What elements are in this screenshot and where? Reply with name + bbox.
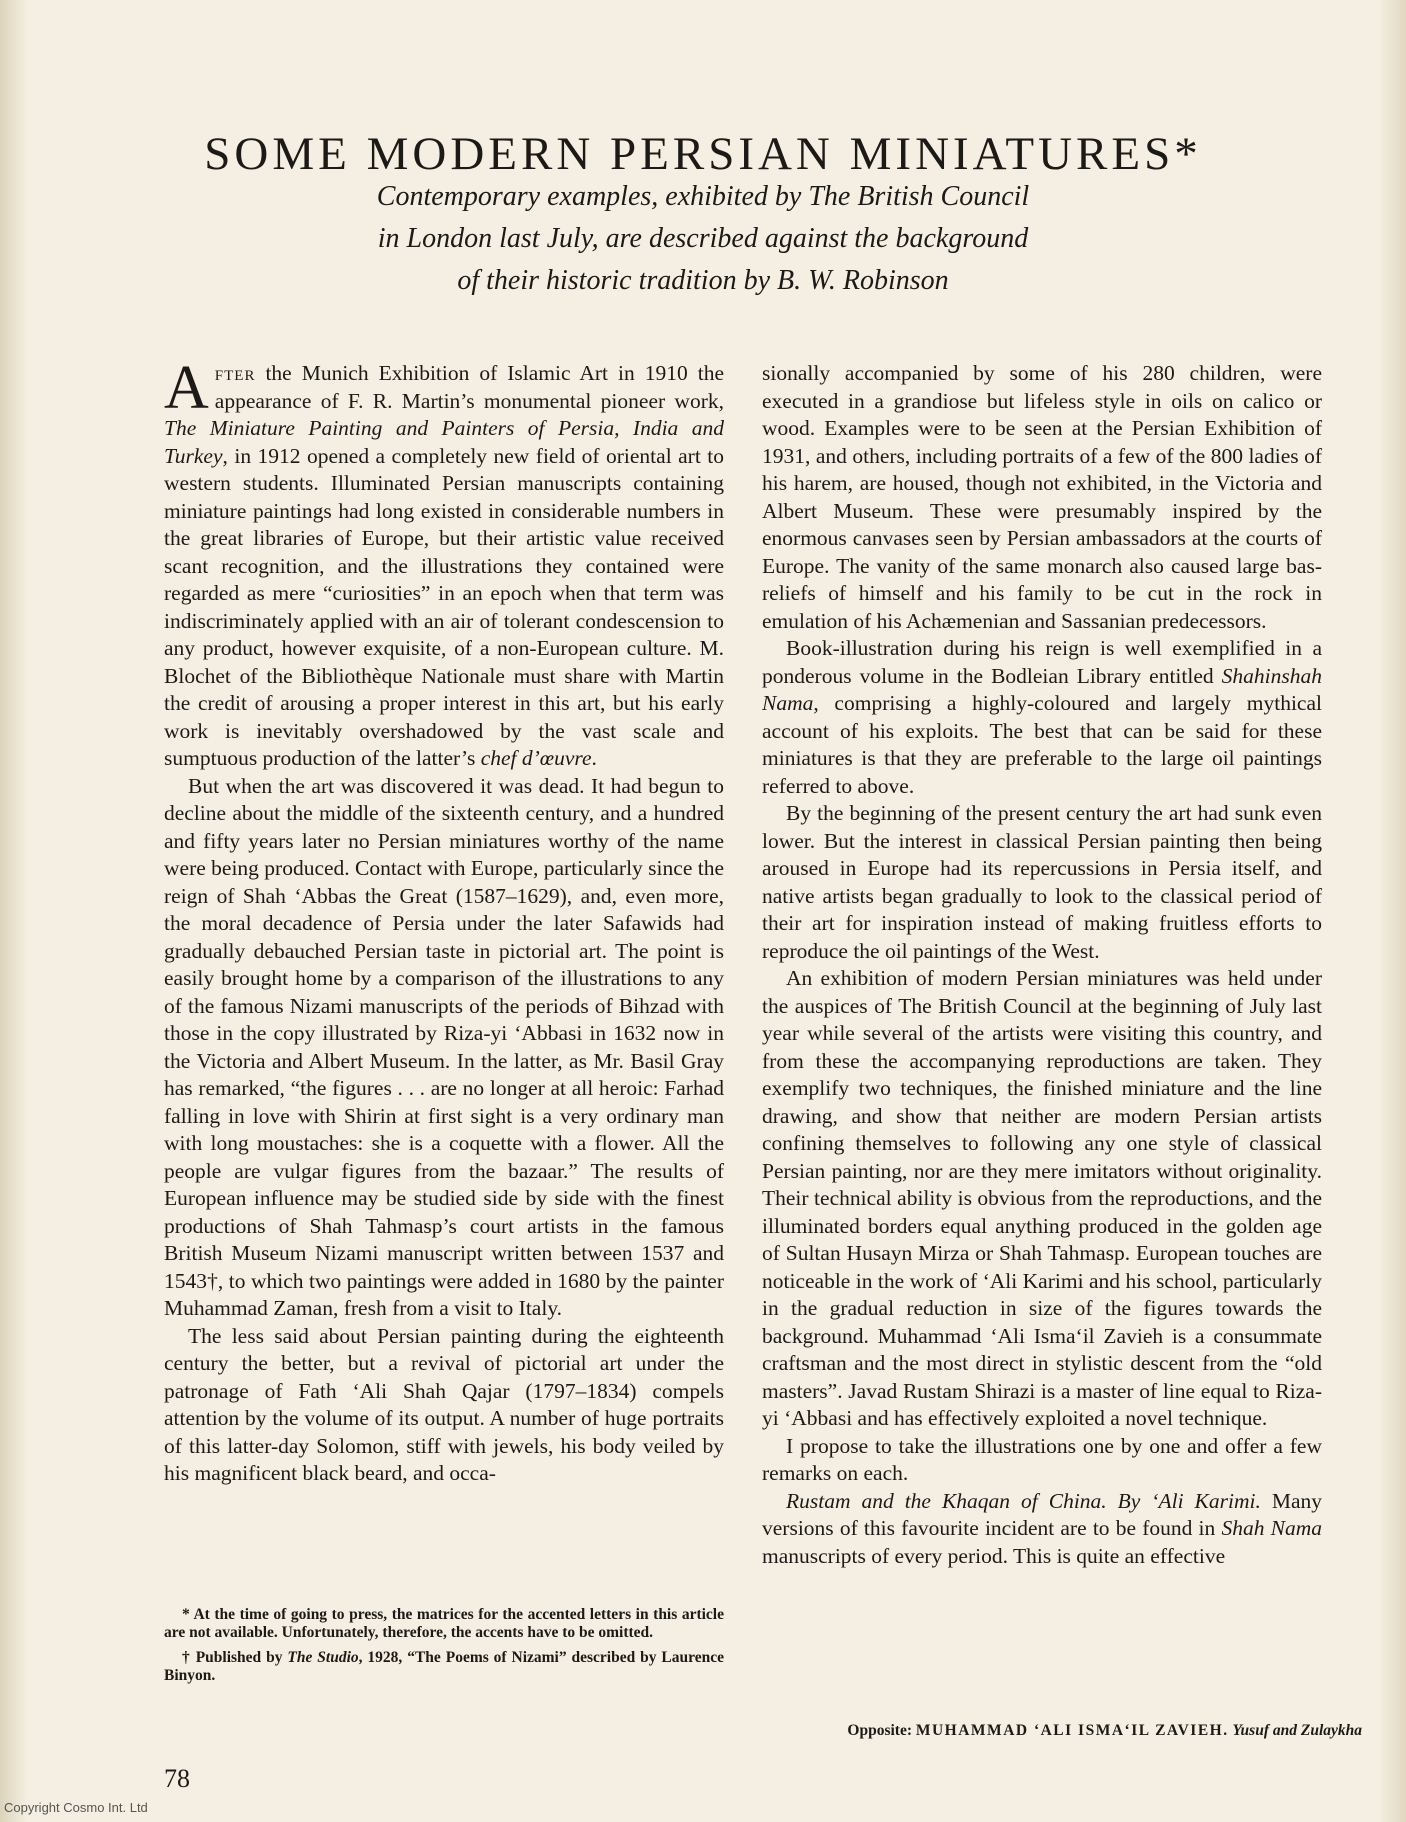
page-edge-right [1378,0,1406,1822]
paragraph: But when the art was discovered it was dead. It had begun to decline about the middle of the sixteenth century, and a hundred and fifty years later no Persian miniatures worthy of the name were being produced. Contact with Europe, particularly since the reign of Shah ‘Abbas the Great (1587–1629), and, even more, the moral decadence of Persia under the later Safawids had gradually debauched Persian taste in pictorial art. The point is easily brought home by a comparison of the illustrations to any of the famous Nizami manuscripts of the periods of Bihzad with those in the copy illustrated by Riza-yi ‘Abbasi in 1632 now in the Victoria and Albert Museum. In the latter, as Mr. Basil Gray has remarked, “the figures . . . are no longer at all heroic: Farhad falling in love with Shirin at first sight is a very ordinary man with long moustaches: she is a coquette with a flower. All the people are vulgar figures from the bazaar.” The results of European influence may be studied side by side with the finest productions of Shah Tahmasp’s court artists in the famous British Museum Nizami manuscript written between 1537 and 1543†, to which two paintings were added in 1680 by the painter Muhammad Zaman, fresh from a visit to Italy. [164,773,724,1320]
subtitle-line: of their historic tradition by B. W. Robinson [457,265,949,296]
copyright-watermark: Copyright Cosmo Int. Ltd [4,1800,148,1815]
subtitle-line: Contemporary examples, exhibited by The British Council [376,181,1030,212]
paragraph-text: the Munich Exhibition of Islamic Art in 1910 the appearance of F. R. Martin’s monumental pioneer work, [214,361,724,413]
left-column [164,354,724,1488]
paragraph: By the beginning of the present century the art had sunk even lower. But the interest in classical Persian painting then being aroused in Europe had its repercussions in Persia itself, and native artists began gradually to look to the classical period of their art for inspiration instead of making fruitless efforts to reproduce the oil paintings of the West. [762,801,1322,963]
caption-label: Opposite: [847,1722,916,1739]
paragraph: An exhibition of modern Persian miniatures was held under the auspices of The British Council at the beginning of July last year while several of the artists were visiting this country, and from these the accompanying reproductions are taken. They exemplify two techniques, the finished miniature and the line drawing, and show that neither are modern Persian artists confining themselves to following any one style of classical Persian painting, nor are they mere imitators without originality. Their technical ability is obvious from the reproductions, and the illuminated borders equal anything produced in the golden age of Sultan Husayn Mirza or Shah Tahmasp. European touches are noticeable in the work of ‘Ali Karimi and his school, particularly in the gradual reduction in size of the figures towards the background. Muhammad ‘Ali Isma‘il Zavieh is a consummate craftsman and the most direct in stylistic descent from the “old masters”. Javad Rustam Shirazi is a master of line equal to Riza-yi ‘Abbasi and has effectively exploited a novel technique. [762,966,1322,1430]
drop-cap: A [164,354,209,422]
paragraph: I propose to take the illustrations one by one and offer a few remarks on each. [762,1433,1322,1485]
paragraph-text: , comprising a highly-coloured and largely mythical account of his exploits. The best that can be said for these miniatures is that they are preferable to the large oil paintings referred to above. [762,691,1322,798]
caption-work: Yusuf and Zulaykha [1232,1722,1362,1739]
paragraph: The less said about Persian painting during the eighteenth century the better, but a revival of pictorial art under the patronage of Fath ‘Ali Shah Qajar (1797–1834) compels attention by the volume of its output. A number of huge portraits of this latter-day Solomon, stiff with jewels, his body veiled by his magnificent black beard, and occa- [164,1323,724,1485]
article-title: SOME MODERN PERSIAN MINIATURES* [204,128,1202,181]
book-title: The Miniature Painting and Painters of Persia, India and Turkey [164,416,724,468]
paragraph-text: Book-illustration during his reign is well exemplified in a ponderous volume in the Bodleian Library entitled [762,636,1322,688]
subtitle-line: in London last July, are described against the background [377,223,1029,254]
book-title: Shah Nama [1221,1516,1323,1540]
paragraph-text: manuscripts of every period. This is quite an effective [762,1543,1226,1568]
paragraph [762,635,1322,800]
paragraph-text: Many versions of this favourite incident are to be found in [762,1488,1322,1540]
page-number: 78 [164,1764,190,1793]
page-edge-left [0,0,28,1822]
illustration-heading: Rustam and the Khaqan of China. By ‘Ali Karimi. [786,1488,1261,1513]
footnote-text: † Published by [182,1649,288,1666]
footnote-text: , 1928, “The Poems of Nizami” described by Laurence Binyon. [164,1649,725,1684]
article-subtitle [300,176,1106,302]
right-column [762,360,1322,1570]
paragraph-text: , in 1912 opened a completely new field of oriental art to western students. Illuminated Persian manuscripts containing miniature paintings had long existed in considerable numbers in the great libraries of Europe, but their artistic value received scant recognition, and the illustrations they contained were regarded as mere “curiosities” in an epoch when that term was indiscriminately applied with an air of tolerant condescension to any product, however exquisite, of a non-European culture. M. Blochet of the Bibliothèque Nationale must share with Martin the credit of arousing a proper interest in this art, but his early work is inevitably overshadowed by the vast scale and sumptuous production of the latter’s [164,443,724,770]
lead-in: fter [214,361,256,385]
italic-phrase: chef d’œuvre [480,746,592,770]
footnote-star: * At the time of going to press, the matrices for the accented letters in this article are not available. Unfortunately, therefore, the accents have to be omitted. [164,1606,724,1641]
footnotes [164,1606,724,1692]
book-title: Shahinshah Nama [762,663,1322,715]
figure-caption [762,1722,1362,1740]
publication-title: The Studio [287,1649,359,1666]
paragraph-text: . [591,746,597,770]
caption-artist: MUHAMMAD ‘ALI ISMA‘IL ZAVIEH. [915,1722,1229,1739]
paragraph: sionally accompanied by some of his 280 children, were executed in a grandiose but lifeless style in oils on calico or wood. Examples were to be seen at the Persian Exhibition of 1931, and others, including portraits of a few of the 800 ladies of his harem, are housed, though not exhibited, in the Victoria and Albert Museum. These were presumably inspired by the enormous canvases seen by Persian ambassadors at the courts of Europe. The vanity of the same monarch also caused large bas-reliefs of himself and his family to be cut in the rock in emulation of his Achæmenian and Sassanian predecessors. [762,361,1322,633]
paragraph [762,1488,1322,1571]
footnote-dagger [164,1649,724,1684]
paragraph [164,354,724,773]
